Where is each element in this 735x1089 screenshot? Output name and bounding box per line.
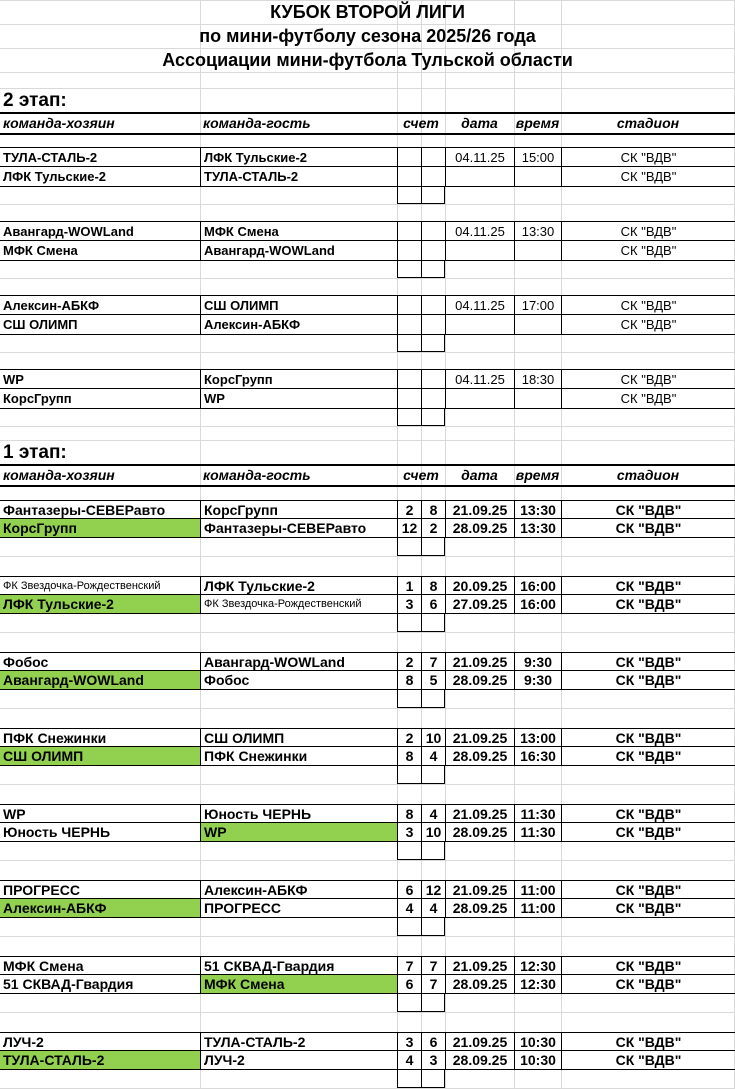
away-team: МФК Смена — [200, 222, 397, 240]
empty-score-box — [397, 842, 445, 860]
away-team: ТУЛА-СТАЛЬ-2 — [200, 167, 397, 186]
home-team: СШ ОЛИМП — [0, 747, 200, 765]
empty-score-box — [397, 1070, 445, 1088]
stadium: СК "ВДВ" — [561, 671, 735, 689]
match-date: 28.09.25 — [445, 975, 514, 993]
score-away — [421, 241, 445, 260]
away-team: ФК Звездочка-Рождественский — [200, 595, 397, 613]
match-date: 04.11.25 — [445, 370, 514, 388]
away-team: ПФК Снежинки — [200, 747, 397, 765]
stage-2-header — [0, 112, 735, 135]
home-team: ЛФК Тульские-2 — [0, 595, 200, 613]
stadium: СК "ВДВ" — [561, 167, 735, 186]
match-time: 10:30 — [514, 1051, 561, 1069]
away-team: Фантазеры-СЕВЕРавто — [200, 519, 397, 537]
match-time: 12:30 — [514, 975, 561, 993]
stadium: СК "ВДВ" — [561, 296, 735, 314]
grid-row-line — [0, 88, 735, 89]
score-home — [397, 389, 421, 408]
empty-score-box — [397, 690, 445, 708]
match-row — [0, 728, 735, 747]
match-time: 11:00 — [514, 881, 561, 898]
match-date: 04.11.25 — [445, 148, 514, 166]
home-team: Юность ЧЕРНЬ — [3, 824, 111, 840]
stadium: СК "ВДВ" — [561, 899, 735, 917]
match-time: 18:30 — [514, 370, 561, 388]
match-date: 28.09.25 — [445, 1051, 514, 1069]
match-time — [514, 315, 561, 334]
score-away — [421, 167, 445, 186]
stadium: СК "ВДВ" — [561, 241, 735, 260]
grid-row-line — [0, 632, 735, 633]
stage-1-header — [0, 464, 735, 487]
match-row — [0, 389, 735, 409]
home-team: ПРОГРЕСС — [3, 882, 80, 898]
away-team: ТУЛА-СТАЛЬ-2 — [200, 1033, 397, 1050]
score-home — [397, 241, 421, 260]
match-time: 16:30 — [514, 747, 561, 765]
home-team: ЛУЧ-2 — [3, 1034, 44, 1050]
away-team: Алексин-АБКФ — [200, 315, 397, 334]
grid-row-line — [0, 426, 735, 427]
score-home: 8 — [397, 747, 421, 765]
score-away — [421, 296, 445, 314]
score-home: 4 — [397, 1051, 421, 1069]
col-away-header: команда-гость — [203, 467, 311, 483]
match-date — [445, 241, 514, 260]
home-team: ФК Звездочка-Рождественский — [3, 580, 161, 592]
match-row — [0, 956, 735, 975]
score-away: 7 — [421, 975, 445, 993]
away-team: КорсГрупп — [200, 501, 397, 518]
match-date: 21.09.25 — [445, 729, 514, 746]
title-line-1: КУБОК ВТОРОЙ ЛИГИ — [270, 2, 465, 22]
score-home: 8 — [397, 671, 421, 689]
home-team: МФК Смена — [3, 958, 84, 974]
away-team: СШ ОЛИМП — [200, 729, 397, 746]
home-team: Авангард-WOWLand — [3, 224, 134, 239]
home-team: WP — [3, 806, 26, 822]
match-date: 27.09.25 — [445, 595, 514, 613]
grid-row-line — [0, 1012, 735, 1013]
col-date-header: дата — [461, 115, 498, 131]
match-time: 16:00 — [514, 595, 561, 613]
match-date: 21.09.25 — [445, 653, 514, 670]
stadium: СК "ВДВ" — [561, 315, 735, 334]
match-row — [0, 747, 735, 766]
match-time: 11:30 — [514, 805, 561, 822]
score-home: 3 — [397, 823, 421, 841]
score-away: 8 — [421, 501, 445, 518]
match-row — [0, 1051, 735, 1070]
away-team: МФК Смена — [200, 975, 397, 993]
match-date — [445, 389, 514, 408]
score-away — [421, 389, 445, 408]
stadium: СК "ВДВ" — [561, 222, 735, 240]
score-home — [397, 296, 421, 314]
match-row — [0, 221, 735, 241]
empty-score-box — [397, 994, 445, 1012]
grid-row-line — [0, 784, 735, 785]
score-home: 3 — [397, 595, 421, 613]
stadium: СК "ВДВ" — [561, 148, 735, 166]
match-row — [0, 880, 735, 899]
home-team: КорсГрупп — [0, 519, 200, 537]
score-home — [397, 315, 421, 334]
match-time: 17:00 — [514, 296, 561, 314]
match-row — [0, 671, 735, 690]
match-date: 28.09.25 — [445, 519, 514, 537]
col-score-header: счет — [403, 115, 439, 131]
empty-score-box — [397, 538, 445, 556]
col-time-header: время — [515, 115, 560, 131]
stadium: СК "ВДВ" — [561, 747, 735, 765]
grid-row-line — [0, 352, 735, 353]
score-away — [421, 370, 445, 388]
match-row — [0, 147, 735, 167]
home-team: ПФК Снежинки — [3, 730, 107, 746]
match-time: 11:00 — [514, 899, 561, 917]
match-row — [0, 595, 735, 614]
empty-score-box — [397, 766, 445, 784]
match-date — [445, 315, 514, 334]
empty-score-box — [397, 187, 445, 204]
home-team: Фобос — [3, 654, 49, 670]
away-team: 51 СКВАД-Гвардия — [200, 957, 397, 974]
stage-2-label: 2 этап: — [3, 90, 67, 111]
stadium: СК "ВДВ" — [561, 975, 735, 993]
match-time: 13:30 — [514, 222, 561, 240]
score-away — [421, 148, 445, 166]
match-date: 04.11.25 — [445, 222, 514, 240]
stadium: СК "ВДВ" — [561, 1033, 735, 1050]
score-home: 8 — [397, 805, 421, 822]
home-team: Авангард-WOWLand — [0, 671, 200, 689]
empty-score-box — [397, 261, 445, 278]
away-team: ЛФК Тульские-2 — [200, 577, 397, 594]
title-line-3: Ассоциации мини-футбола Тульской области — [162, 50, 573, 70]
match-date: 21.09.25 — [445, 957, 514, 974]
away-team: ПРОГРЕСС — [200, 899, 397, 917]
title-line-2: по мини-футболу сезона 2025/26 года — [199, 26, 536, 46]
col-date-header: дата — [461, 467, 498, 483]
match-row — [0, 315, 735, 335]
home-team: ТУЛА-СТАЛЬ-2 — [0, 1051, 200, 1069]
col-home-header: команда-хозяин — [3, 115, 115, 131]
home-team: КорсГрупп — [3, 391, 72, 406]
away-team: WP — [200, 389, 397, 408]
match-time: 13:30 — [514, 501, 561, 518]
grid-row-line — [0, 708, 735, 709]
match-time: 10:30 — [514, 1033, 561, 1050]
match-time: 9:30 — [514, 653, 561, 670]
away-team: СШ ОЛИМП — [200, 296, 397, 314]
match-date: 04.11.25 — [445, 296, 514, 314]
match-date: 28.09.25 — [445, 899, 514, 917]
empty-score-box — [397, 614, 445, 632]
away-team: ЛУЧ-2 — [200, 1051, 397, 1069]
grid-row-line — [0, 556, 735, 557]
score-home: 4 — [397, 899, 421, 917]
score-home: 12 — [397, 519, 421, 537]
home-team: СШ ОЛИМП — [3, 317, 78, 332]
match-row — [0, 1032, 735, 1051]
stage-1-label: 1 этап: — [3, 442, 67, 463]
score-home — [397, 370, 421, 388]
match-time: 9:30 — [514, 671, 561, 689]
col-home-header: команда-хозяин — [3, 467, 115, 483]
stadium: СК "ВДВ" — [561, 823, 735, 841]
score-away: 12 — [421, 881, 445, 898]
stadium: СК "ВДВ" — [561, 577, 735, 594]
match-time: 16:00 — [514, 577, 561, 594]
grid-row-line — [0, 936, 735, 937]
away-team: ЛФК Тульские-2 — [200, 148, 397, 166]
match-date: 21.09.25 — [445, 1033, 514, 1050]
grid-row-line — [0, 204, 735, 205]
match-time: 13:00 — [514, 729, 561, 746]
match-time — [514, 167, 561, 186]
col-time-header: время — [515, 467, 560, 483]
score-away — [421, 315, 445, 334]
stadium: СК "ВДВ" — [561, 957, 735, 974]
col-away-header: команда-гость — [203, 115, 311, 131]
match-time — [514, 241, 561, 260]
score-away: 4 — [421, 899, 445, 917]
home-team: ТУЛА-СТАЛЬ-2 — [3, 150, 98, 165]
score-home: 2 — [397, 653, 421, 670]
score-away: 4 — [421, 805, 445, 822]
match-time: 15:00 — [514, 148, 561, 166]
match-row — [0, 899, 735, 918]
score-away: 10 — [421, 823, 445, 841]
score-away: 6 — [421, 1033, 445, 1050]
grid-row-line — [0, 860, 735, 861]
stadium: СК "ВДВ" — [561, 501, 735, 518]
stadium: СК "ВДВ" — [561, 519, 735, 537]
match-date — [445, 167, 514, 186]
stadium: СК "ВДВ" — [561, 389, 735, 408]
score-home: 2 — [397, 501, 421, 518]
score-home: 1 — [397, 577, 421, 594]
score-away: 4 — [421, 747, 445, 765]
away-team: КорсГрупп — [200, 370, 397, 388]
home-team: Фантазеры-СЕВЕРавто — [3, 502, 166, 518]
empty-score-box — [397, 409, 445, 426]
match-date: 21.09.25 — [445, 805, 514, 822]
score-home — [397, 148, 421, 166]
grid-row-line — [0, 278, 735, 279]
match-row — [0, 823, 735, 842]
home-team: МФК Смена — [3, 243, 78, 258]
score-home — [397, 167, 421, 186]
score-home — [397, 222, 421, 240]
home-team: Алексин-АБКФ — [0, 899, 200, 917]
score-home: 2 — [397, 729, 421, 746]
col-score-header: счет — [403, 467, 439, 483]
home-team: ЛФК Тульские-2 — [3, 169, 107, 184]
empty-score-box — [397, 335, 445, 352]
away-team: Фобос — [200, 671, 397, 689]
match-date: 28.09.25 — [445, 671, 514, 689]
match-date: 21.09.25 — [445, 501, 514, 518]
home-team: WP — [3, 372, 24, 387]
match-time: 11:30 — [514, 823, 561, 841]
away-team: Авангард-WOWLand — [200, 653, 397, 670]
score-away: 3 — [421, 1051, 445, 1069]
match-time: 12:30 — [514, 957, 561, 974]
match-row — [0, 804, 735, 823]
score-away: 7 — [421, 957, 445, 974]
match-row — [0, 241, 735, 261]
col-stadium-header: стадион — [616, 115, 680, 131]
score-home: 3 — [397, 1033, 421, 1050]
grid-row-line — [0, 72, 735, 73]
away-team: Авангард-WOWLand — [200, 241, 397, 260]
away-team: Юность ЧЕРНЬ — [200, 805, 397, 822]
match-time: 13:30 — [514, 519, 561, 537]
away-team: WP — [200, 823, 397, 841]
match-date: 28.09.25 — [445, 823, 514, 841]
match-row — [0, 576, 735, 595]
stadium: СК "ВДВ" — [561, 881, 735, 898]
match-row — [0, 167, 735, 187]
stadium: СК "ВДВ" — [561, 370, 735, 388]
score-away: 2 — [421, 519, 445, 537]
stadium: СК "ВДВ" — [561, 653, 735, 670]
stadium: СК "ВДВ" — [561, 805, 735, 822]
match-row — [0, 519, 735, 538]
score-home: 6 — [397, 881, 421, 898]
score-away: 6 — [421, 595, 445, 613]
match-row — [0, 652, 735, 671]
score-home: 7 — [397, 957, 421, 974]
score-away — [421, 222, 445, 240]
match-date: 21.09.25 — [445, 881, 514, 898]
match-row — [0, 295, 735, 315]
match-date: 28.09.25 — [445, 747, 514, 765]
score-home: 6 — [397, 975, 421, 993]
stadium: СК "ВДВ" — [561, 1051, 735, 1069]
stadium: СК "ВДВ" — [561, 729, 735, 746]
score-away: 5 — [421, 671, 445, 689]
empty-score-box — [397, 918, 445, 936]
home-team: Алексин-АБКФ — [3, 298, 100, 313]
match-time — [514, 389, 561, 408]
col-stadium-header: стадион — [616, 467, 680, 483]
score-away: 7 — [421, 653, 445, 670]
stadium: СК "ВДВ" — [561, 595, 735, 613]
score-away: 8 — [421, 577, 445, 594]
match-row — [0, 975, 735, 994]
score-away: 10 — [421, 729, 445, 746]
match-row — [0, 500, 735, 519]
away-team: Алексин-АБКФ — [200, 881, 397, 898]
home-team: 51 СКВАД-Гвардия — [3, 976, 134, 992]
match-row — [0, 369, 735, 389]
grid-row-line — [0, 440, 735, 441]
match-date: 20.09.25 — [445, 577, 514, 594]
